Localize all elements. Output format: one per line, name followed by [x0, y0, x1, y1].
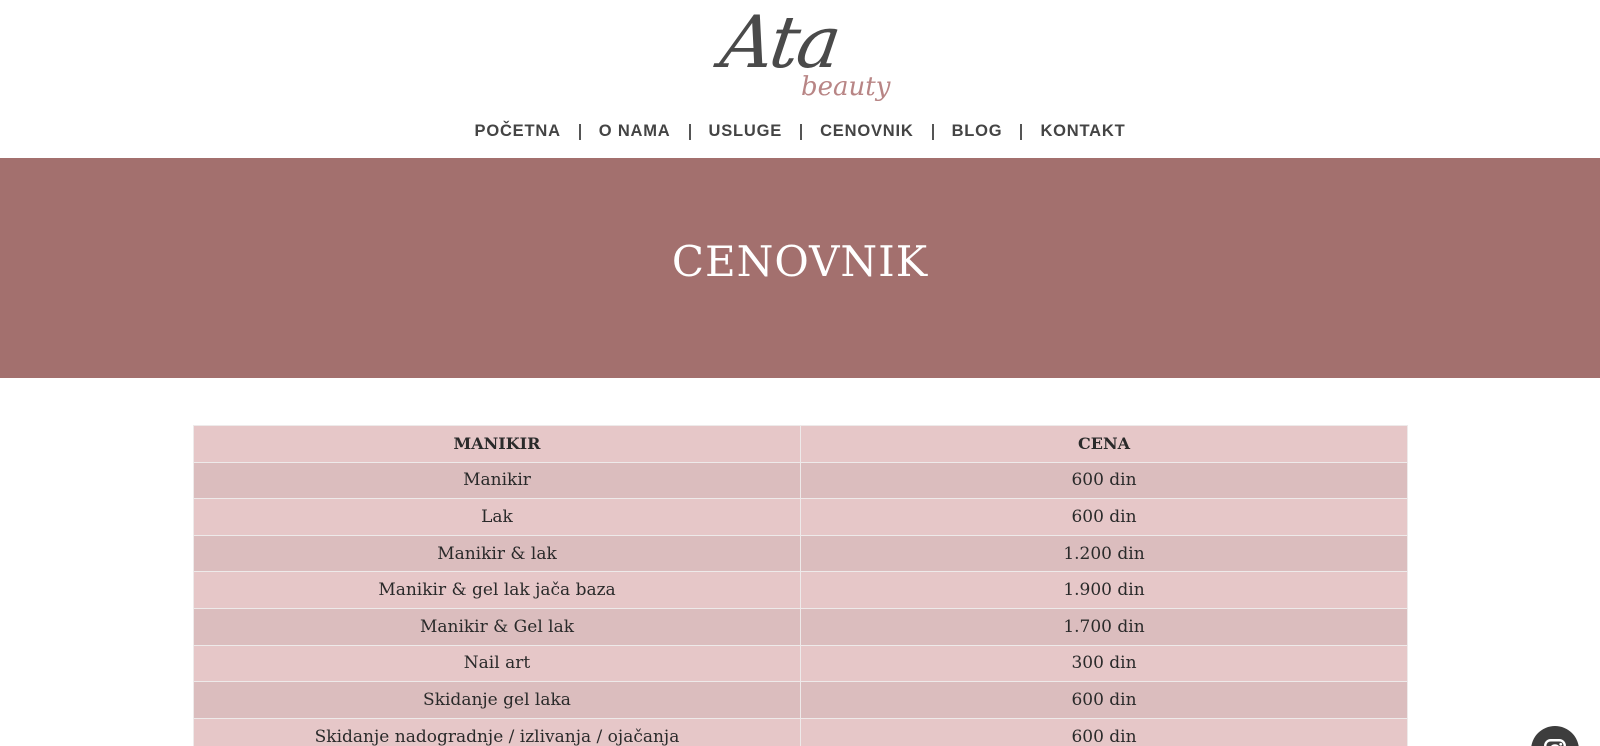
instagram-button[interactable]	[1531, 726, 1579, 746]
column-header-price: CENA	[801, 426, 1408, 463]
service-price: 1.900 din	[801, 572, 1408, 609]
service-name: Lak	[194, 499, 801, 536]
logo[interactable]	[716, 0, 891, 112]
main-nav	[0, 122, 1600, 141]
service-price: 300 din	[801, 645, 1408, 682]
service-name: Manikir & gel lak jača baza	[194, 572, 801, 609]
instagram-icon	[1542, 737, 1568, 746]
service-price: 600 din	[801, 462, 1408, 499]
service-price: 600 din	[801, 682, 1408, 719]
table-row	[194, 682, 1408, 719]
table-row	[194, 499, 1408, 536]
service-price: 600 din	[801, 718, 1408, 746]
logo-name: Ata	[716, 0, 845, 84]
table-row	[194, 718, 1408, 746]
nav-divider	[689, 124, 691, 140]
nav-divider	[1020, 124, 1022, 140]
price-table	[193, 425, 1408, 746]
column-header-service: MANIKIR	[194, 426, 801, 463]
nav-divider	[579, 124, 581, 140]
service-name: Nail art	[194, 645, 801, 682]
table-row	[194, 462, 1408, 499]
nav-item-usluge[interactable]: USLUGE	[708, 122, 783, 140]
nav-item-kontakt[interactable]: KONTAKT	[1040, 122, 1126, 140]
page-title: CENOVNIK	[671, 236, 929, 286]
table-row	[194, 645, 1408, 682]
nav-item-cenovnik[interactable]: CENOVNIK	[820, 122, 914, 140]
table-header-row	[194, 426, 1408, 463]
nav-item-o-nama[interactable]: O NAMA	[598, 122, 671, 140]
logo-tagline: beauty	[801, 72, 891, 102]
service-name: Manikir & Gel lak	[194, 608, 801, 645]
service-name: Manikir & lak	[194, 535, 801, 572]
service-name: Skidanje nadogradnje / izlivanja / ojačanja	[194, 718, 801, 746]
service-price: 1.200 din	[801, 535, 1408, 572]
nav-item-blog[interactable]: BLOG	[951, 122, 1003, 140]
nav-divider	[800, 124, 802, 140]
service-name: Manikir	[194, 462, 801, 499]
table-row	[194, 572, 1408, 609]
site-header	[0, 0, 1600, 158]
nav-divider	[932, 124, 934, 140]
page-hero-banner	[0, 158, 1600, 378]
table-row	[194, 535, 1408, 572]
service-price: 1.700 din	[801, 608, 1408, 645]
nav-item-pocetna[interactable]: POČETNA	[474, 122, 561, 140]
service-price: 600 din	[801, 499, 1408, 536]
table-row	[194, 608, 1408, 645]
service-name: Skidanje gel laka	[194, 682, 801, 719]
